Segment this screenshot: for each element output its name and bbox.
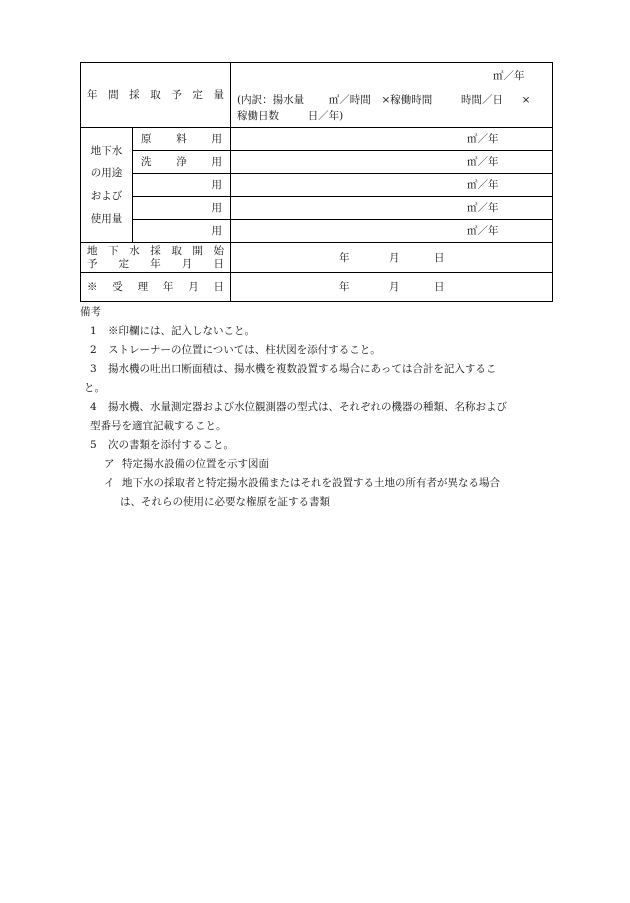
detail-days-unit: 日／年) [307, 110, 344, 122]
usage-unit-5: ㎥／年 [467, 225, 499, 237]
notes-section [80, 303, 560, 512]
start-date-label-1: 地 下 水 採 取 開 始 [87, 245, 224, 257]
detail-days-label: 稼働日数 [237, 110, 279, 122]
usage-unit-4: ㎥／年 [467, 202, 499, 214]
annual-detail-line1 [237, 93, 530, 107]
usage-value-cell-5[interactable] [231, 220, 553, 243]
start-date-label-2: 予 定 年 月 日 [87, 257, 224, 270]
usage-group-label: 地下水 の用途 および 使用量 [81, 128, 133, 243]
usage-value-cell-1[interactable] [231, 128, 553, 151]
usage-value-cell-3[interactable] [231, 174, 553, 197]
start-date-label-cell [81, 243, 231, 273]
purpose-cell-4[interactable]: 用 [133, 197, 231, 220]
detail-hours-unit: 時間／日 [460, 94, 503, 106]
note-item-3-cont: と。 [84, 382, 105, 394]
usage-value-cell-2[interactable] [231, 151, 553, 174]
note-item-5: 5 次の書類を添付すること。 [90, 439, 234, 451]
note-sub-item-i: イ 地下水の採取者と特定揚水設備またはそれを設置する土地の所有者が異なる場合 [104, 477, 500, 489]
note-item-3: 3 揚水機の吐出口断面積は、揚水機を複数設置する場合にあっては合計を記入するこ [90, 363, 497, 375]
note-item-2: 2 ストレーナーの位置については、柱状図を添付すること。 [90, 344, 381, 356]
groundwater-form-table [80, 62, 553, 302]
note-item-1: 1 ※印欄には、記入しないこと。 [90, 325, 255, 337]
note-item-4-cont: 型番号を適宜記載すること。 [90, 420, 227, 432]
note-sub-item-a: ア 特定揚水設備の位置を示す図面 [104, 458, 269, 470]
detail-pumping-unit: ㎥／時間 [328, 94, 371, 106]
usage-unit-3: ㎥／年 [467, 179, 499, 191]
notes-heading: 備考 [80, 306, 101, 318]
annual-value-cell[interactable] [231, 63, 553, 128]
annual-label: 年 間 採 取 予 定 量 [87, 89, 224, 101]
receipt-date-year: 年 [339, 281, 350, 293]
receipt-date-day: 日 [434, 281, 445, 293]
annual-label-cell [81, 63, 231, 128]
purpose-cell-1: 原 料 用 [133, 128, 231, 151]
purpose-cell-2: 洗 浄 用 [133, 151, 231, 174]
purpose-cell-5[interactable]: 用 [133, 220, 231, 243]
receipt-date-label-cell [81, 273, 231, 302]
receipt-date-month: 月 [389, 281, 400, 293]
receipt-date-label: ※ 受 理 年 月 日 [87, 281, 224, 293]
note-sub-item-i-cont: は、それらの使用に必要な権原を証する書類 [120, 496, 330, 508]
start-date-month: 月 [389, 251, 400, 264]
detail-times-sign: × [521, 94, 531, 106]
receipt-date-value-cell [231, 273, 553, 302]
detail-pumping-label: (内訳：揚水量 [237, 94, 305, 106]
annual-detail-line2 [237, 109, 343, 123]
usage-unit-2: ㎥／年 [467, 156, 499, 168]
start-date-year: 年 [339, 251, 350, 264]
purpose-cell-3[interactable]: 用 [133, 174, 231, 197]
usage-value-cell-4[interactable] [231, 197, 553, 220]
note-item-4: 4 揚水機、水量測定器および水位観測器の型式は、それぞれの機器の種類、名称および [90, 401, 507, 413]
start-date-value-cell[interactable] [231, 243, 553, 273]
annual-unit: ㎥／年 [493, 70, 525, 82]
usage-unit-1: ㎥／年 [467, 133, 499, 145]
start-date-day: 日 [434, 251, 445, 264]
detail-hours-label: ×稼働時間 [381, 94, 433, 106]
